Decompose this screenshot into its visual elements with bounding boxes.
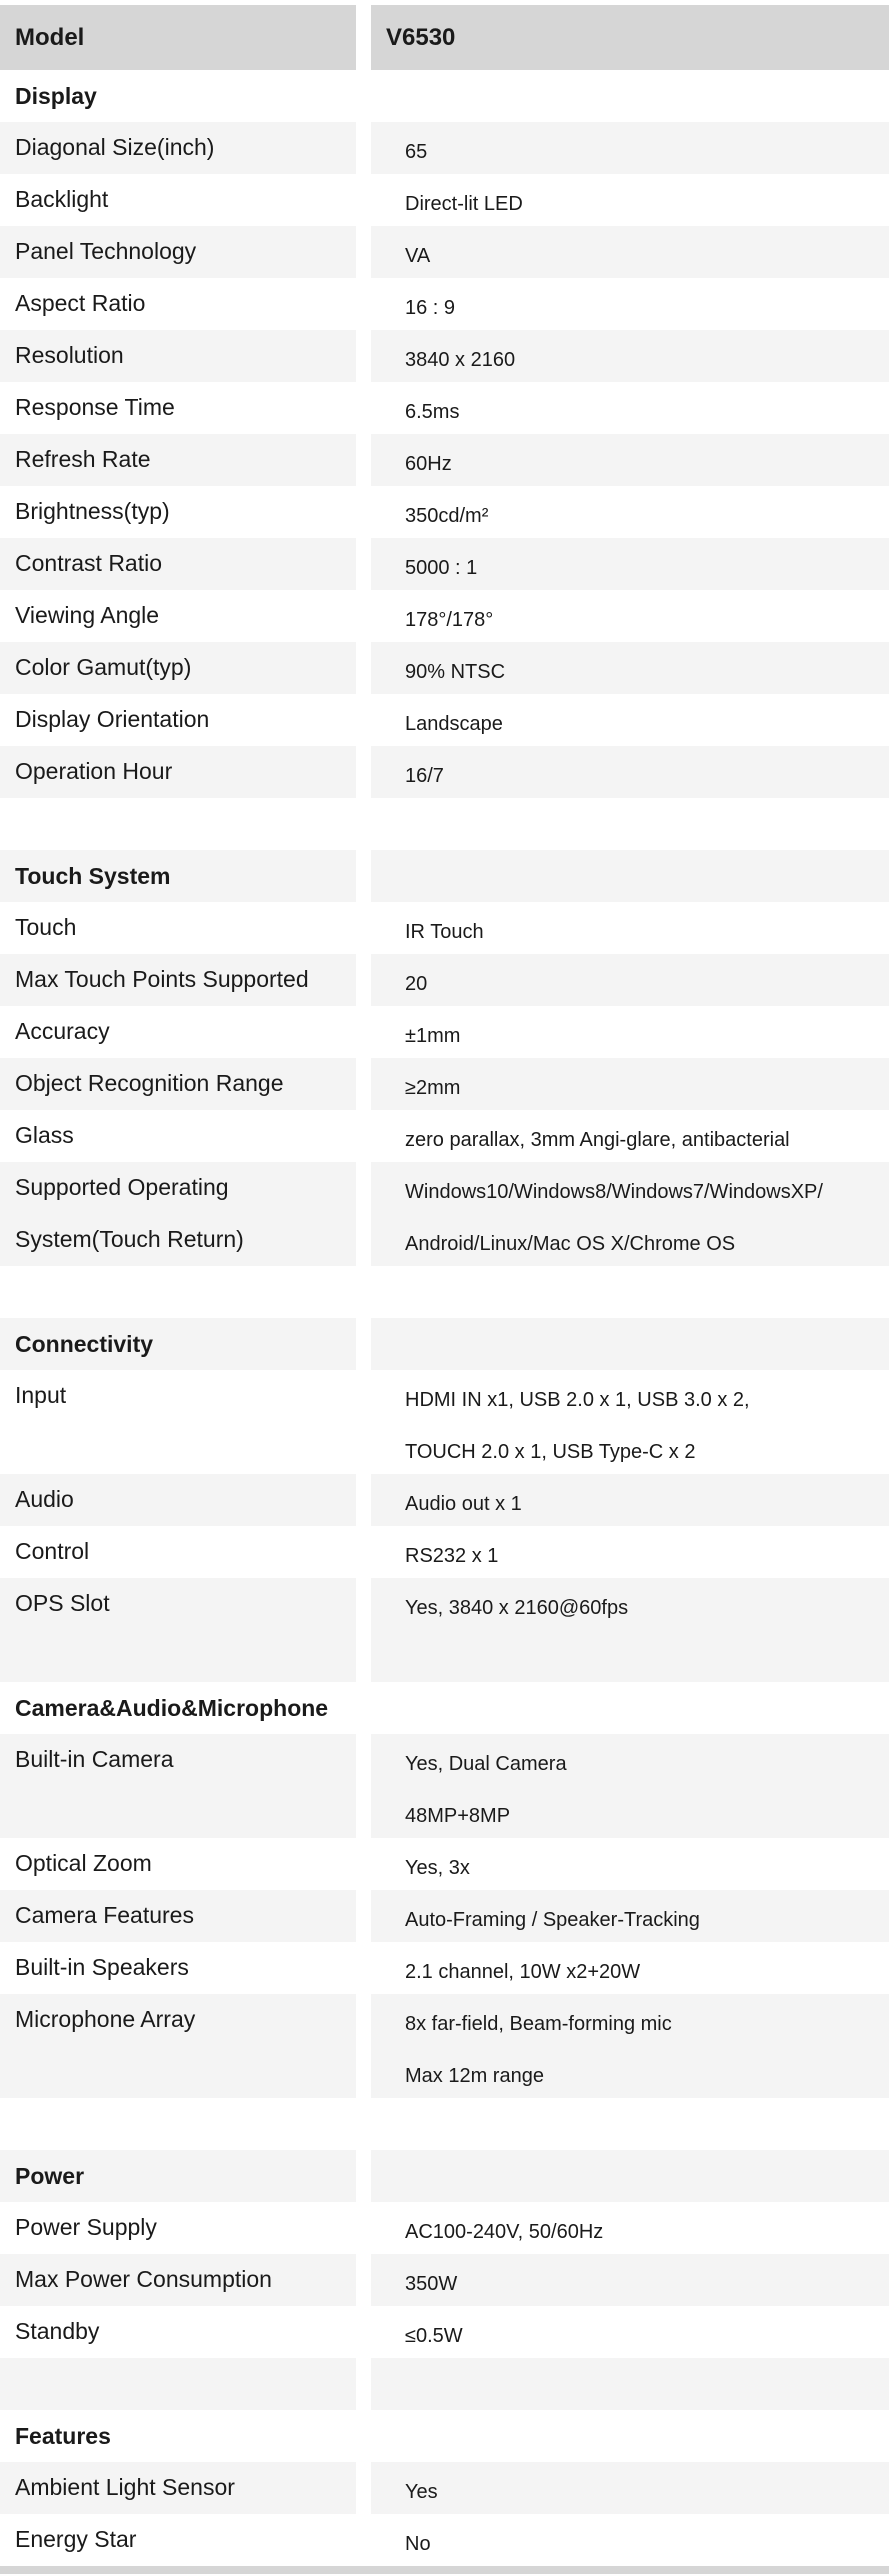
table-bottom-border xyxy=(0,2566,889,2574)
column-gap xyxy=(356,174,371,226)
spec-value: No xyxy=(371,2514,889,2566)
spec-label: Built-in Camera xyxy=(0,1734,356,1786)
model-value: V6530 xyxy=(371,5,889,70)
spec-label: Max Touch Points Supported xyxy=(0,954,356,1006)
spec-row xyxy=(0,382,889,434)
spec-value: 60Hz xyxy=(371,434,889,486)
column-gap xyxy=(356,5,371,70)
spec-value: Android/Linux/Mac OS X/Chrome OS xyxy=(371,1214,889,1266)
column-gap xyxy=(356,2514,371,2566)
spec-row xyxy=(0,538,889,590)
column-gap xyxy=(356,746,371,798)
spec-value: 16 : 9 xyxy=(371,278,889,330)
column-gap xyxy=(356,1578,371,1630)
column-gap xyxy=(356,1058,371,1110)
spec-label: Resolution xyxy=(0,330,356,382)
spec-value: AC100-240V, 50/60Hz xyxy=(371,2202,889,2254)
spec-row xyxy=(0,122,889,174)
section-header-power xyxy=(0,2150,889,2202)
spec-label: Microphone Array xyxy=(0,1994,356,2046)
column-gap xyxy=(356,798,371,850)
column-gap xyxy=(356,1786,371,1838)
spec-label: Ambient Light Sensor xyxy=(0,2462,356,2514)
spec-label: System(Touch Return) xyxy=(0,1214,356,1266)
spec-row xyxy=(0,1474,889,1526)
spec-label: Glass xyxy=(0,1110,356,1162)
spec-row xyxy=(0,434,889,486)
spec-row xyxy=(0,2254,889,2306)
spacer-right xyxy=(371,1266,889,1318)
spec-row xyxy=(0,226,889,278)
spec-label-blank xyxy=(0,1786,356,1838)
spec-value: Windows10/Windows8/Windows7/WindowsXP/ xyxy=(371,1162,889,1214)
column-gap xyxy=(356,1994,371,2046)
spec-row xyxy=(0,330,889,382)
spec-row xyxy=(0,590,889,642)
spec-label: Diagonal Size(inch) xyxy=(0,122,356,174)
spec-row xyxy=(0,746,889,798)
spacer-right xyxy=(371,2098,889,2150)
column-gap xyxy=(356,954,371,1006)
spec-value: 350cd/m² xyxy=(371,486,889,538)
spec-value: RS232 x 1 xyxy=(371,1526,889,1578)
spacer-right xyxy=(371,798,889,850)
column-gap xyxy=(356,538,371,590)
spec-value: 2.1 channel, 10W x2+20W xyxy=(371,1942,889,1994)
spec-row xyxy=(0,1370,889,1422)
spec-value: TOUCH 2.0 x 1, USB Type-C x 2 xyxy=(371,1422,889,1474)
column-gap xyxy=(356,1526,371,1578)
spacer-left xyxy=(0,2358,356,2410)
spec-value: Yes, 3x xyxy=(371,1838,889,1890)
spec-value: ≥2mm xyxy=(371,1058,889,1110)
spec-value: Max 12m range xyxy=(371,2046,889,2098)
spec-row xyxy=(0,1942,889,1994)
column-gap xyxy=(356,1838,371,1890)
section-spacer xyxy=(0,2358,889,2410)
spec-row-continued xyxy=(0,1422,889,1474)
spec-label: Operation Hour xyxy=(0,746,356,798)
column-gap xyxy=(356,1734,371,1786)
column-gap xyxy=(356,1006,371,1058)
spec-value: 178°/178° xyxy=(371,590,889,642)
spec-row-continued xyxy=(0,2046,889,2098)
spec-value: Direct-lit LED xyxy=(371,174,889,226)
column-gap xyxy=(356,590,371,642)
spec-value: 90% NTSC xyxy=(371,642,889,694)
section-blank xyxy=(371,850,889,902)
spec-label: Backlight xyxy=(0,174,356,226)
spec-row xyxy=(0,2306,889,2358)
spec-value: Auto-Framing / Speaker-Tracking xyxy=(371,1890,889,1942)
spec-value: 350W xyxy=(371,2254,889,2306)
spec-row xyxy=(0,902,889,954)
column-gap xyxy=(356,2046,371,2098)
spec-label: Panel Technology xyxy=(0,226,356,278)
column-gap xyxy=(356,850,371,902)
table-header-row xyxy=(0,5,889,70)
spec-value: 6.5ms xyxy=(371,382,889,434)
column-gap xyxy=(356,330,371,382)
spec-label: Energy Star xyxy=(0,2514,356,2566)
section-title: Touch System xyxy=(0,850,356,902)
spec-value: VA xyxy=(371,226,889,278)
spec-label: Camera Features xyxy=(0,1890,356,1942)
column-gap xyxy=(356,2462,371,2514)
column-gap xyxy=(356,902,371,954)
spec-value: Yes, Dual Camera xyxy=(371,1734,889,1786)
column-gap xyxy=(356,1942,371,1994)
spec-label: Viewing Angle xyxy=(0,590,356,642)
spec-row xyxy=(0,1890,889,1942)
spacer-left xyxy=(0,1630,356,1682)
spec-value: IR Touch xyxy=(371,902,889,954)
column-gap xyxy=(356,1318,371,1370)
column-gap xyxy=(356,1890,371,1942)
column-gap xyxy=(356,2306,371,2358)
spec-value: Yes, 3840 x 2160@60fps xyxy=(371,1578,889,1630)
column-gap xyxy=(356,2202,371,2254)
spec-row xyxy=(0,174,889,226)
section-header-display xyxy=(0,70,889,122)
section-blank xyxy=(371,2410,889,2462)
spec-row xyxy=(0,2462,889,2514)
spec-value: Audio out x 1 xyxy=(371,1474,889,1526)
spacer-left xyxy=(0,1266,356,1318)
section-title: Features xyxy=(0,2410,356,2462)
column-gap xyxy=(356,382,371,434)
spec-label: Input xyxy=(0,1370,356,1422)
spec-row xyxy=(0,1838,889,1890)
column-gap xyxy=(356,1474,371,1526)
section-blank xyxy=(371,1682,889,1734)
section-header-camera xyxy=(0,1682,889,1734)
spec-row xyxy=(0,642,889,694)
spec-label: Display Orientation xyxy=(0,694,356,746)
spec-label: Optical Zoom xyxy=(0,1838,356,1890)
column-gap xyxy=(356,434,371,486)
section-title: Connectivity xyxy=(0,1318,356,1370)
spec-value: 5000 : 1 xyxy=(371,538,889,590)
spec-label: Control xyxy=(0,1526,356,1578)
column-gap xyxy=(356,278,371,330)
spec-label: Supported Operating xyxy=(0,1162,356,1214)
section-spacer xyxy=(0,798,889,850)
section-title: Display xyxy=(0,70,356,122)
spacer-right xyxy=(371,2358,889,2410)
spec-row xyxy=(0,1006,889,1058)
spec-label: Audio xyxy=(0,1474,356,1526)
section-header-touch xyxy=(0,850,889,902)
column-gap xyxy=(356,1110,371,1162)
column-gap xyxy=(356,1422,371,1474)
spec-row xyxy=(0,2202,889,2254)
spec-label: Touch xyxy=(0,902,356,954)
column-gap xyxy=(356,1370,371,1422)
spec-row xyxy=(0,2514,889,2566)
spec-row xyxy=(0,1162,889,1214)
spec-row xyxy=(0,1734,889,1786)
spec-value: 20 xyxy=(371,954,889,1006)
section-blank xyxy=(371,2150,889,2202)
spec-row xyxy=(0,694,889,746)
spec-label: Accuracy xyxy=(0,1006,356,1058)
column-gap xyxy=(356,2410,371,2462)
column-gap xyxy=(356,1214,371,1266)
section-blank xyxy=(371,1318,889,1370)
spec-row xyxy=(0,1058,889,1110)
column-gap xyxy=(356,2254,371,2306)
spec-row-continued xyxy=(0,1786,889,1838)
column-gap xyxy=(356,122,371,174)
spec-row xyxy=(0,278,889,330)
column-gap xyxy=(356,1682,371,1734)
spec-row xyxy=(0,1110,889,1162)
spec-label-blank xyxy=(0,1422,356,1474)
spacer-left xyxy=(0,2098,356,2150)
section-title: Camera&Audio&Microphone xyxy=(0,1682,356,1734)
spec-label: Max Power Consumption xyxy=(0,2254,356,2306)
section-header-features xyxy=(0,2410,889,2462)
spec-label: OPS Slot xyxy=(0,1578,356,1630)
column-gap xyxy=(356,694,371,746)
column-gap xyxy=(356,70,371,122)
spec-value: 16/7 xyxy=(371,746,889,798)
column-gap xyxy=(356,1266,371,1318)
spec-row xyxy=(0,1994,889,2046)
section-header-connectivity xyxy=(0,1318,889,1370)
section-spacer xyxy=(0,2098,889,2150)
section-spacer xyxy=(0,1266,889,1318)
spec-value: Yes xyxy=(371,2462,889,2514)
spec-label: Refresh Rate xyxy=(0,434,356,486)
spacer-left xyxy=(0,798,356,850)
spec-value: ≤0.5W xyxy=(371,2306,889,2358)
spacer-right xyxy=(371,1630,889,1682)
spec-value: 8x far-field, Beam-forming mic xyxy=(371,1994,889,2046)
model-label: Model xyxy=(0,5,356,70)
spec-table xyxy=(0,5,889,2574)
spec-row xyxy=(0,954,889,1006)
spec-value: ±1mm xyxy=(371,1006,889,1058)
spec-row xyxy=(0,1578,889,1630)
column-gap xyxy=(356,1162,371,1214)
spec-value: 65 xyxy=(371,122,889,174)
column-gap xyxy=(356,2098,371,2150)
column-gap xyxy=(356,1630,371,1682)
spec-label: Color Gamut(typ) xyxy=(0,642,356,694)
section-spacer xyxy=(0,1630,889,1682)
column-gap xyxy=(356,2150,371,2202)
spec-label: Contrast Ratio xyxy=(0,538,356,590)
spec-value: HDMI IN x1, USB 2.0 x 1, USB 3.0 x 2, xyxy=(371,1370,889,1422)
spec-value: zero parallax, 3mm Angi-glare, antibacterial xyxy=(371,1110,889,1162)
spec-value: 48MP+8MP xyxy=(371,1786,889,1838)
spec-row-continued xyxy=(0,1214,889,1266)
spec-value: 3840 x 2160 xyxy=(371,330,889,382)
spec-label: Power Supply xyxy=(0,2202,356,2254)
spec-label: Standby xyxy=(0,2306,356,2358)
column-gap xyxy=(356,2358,371,2410)
spec-label: Aspect Ratio xyxy=(0,278,356,330)
spec-label: Object Recognition Range xyxy=(0,1058,356,1110)
section-title: Power xyxy=(0,2150,356,2202)
spec-label: Response Time xyxy=(0,382,356,434)
spec-label: Built-in Speakers xyxy=(0,1942,356,1994)
spec-row xyxy=(0,486,889,538)
spec-label: Brightness(typ) xyxy=(0,486,356,538)
section-blank xyxy=(371,70,889,122)
spec-value: Landscape xyxy=(371,694,889,746)
spec-row xyxy=(0,1526,889,1578)
column-gap xyxy=(356,486,371,538)
spec-label-blank xyxy=(0,2046,356,2098)
column-gap xyxy=(356,642,371,694)
column-gap xyxy=(356,226,371,278)
